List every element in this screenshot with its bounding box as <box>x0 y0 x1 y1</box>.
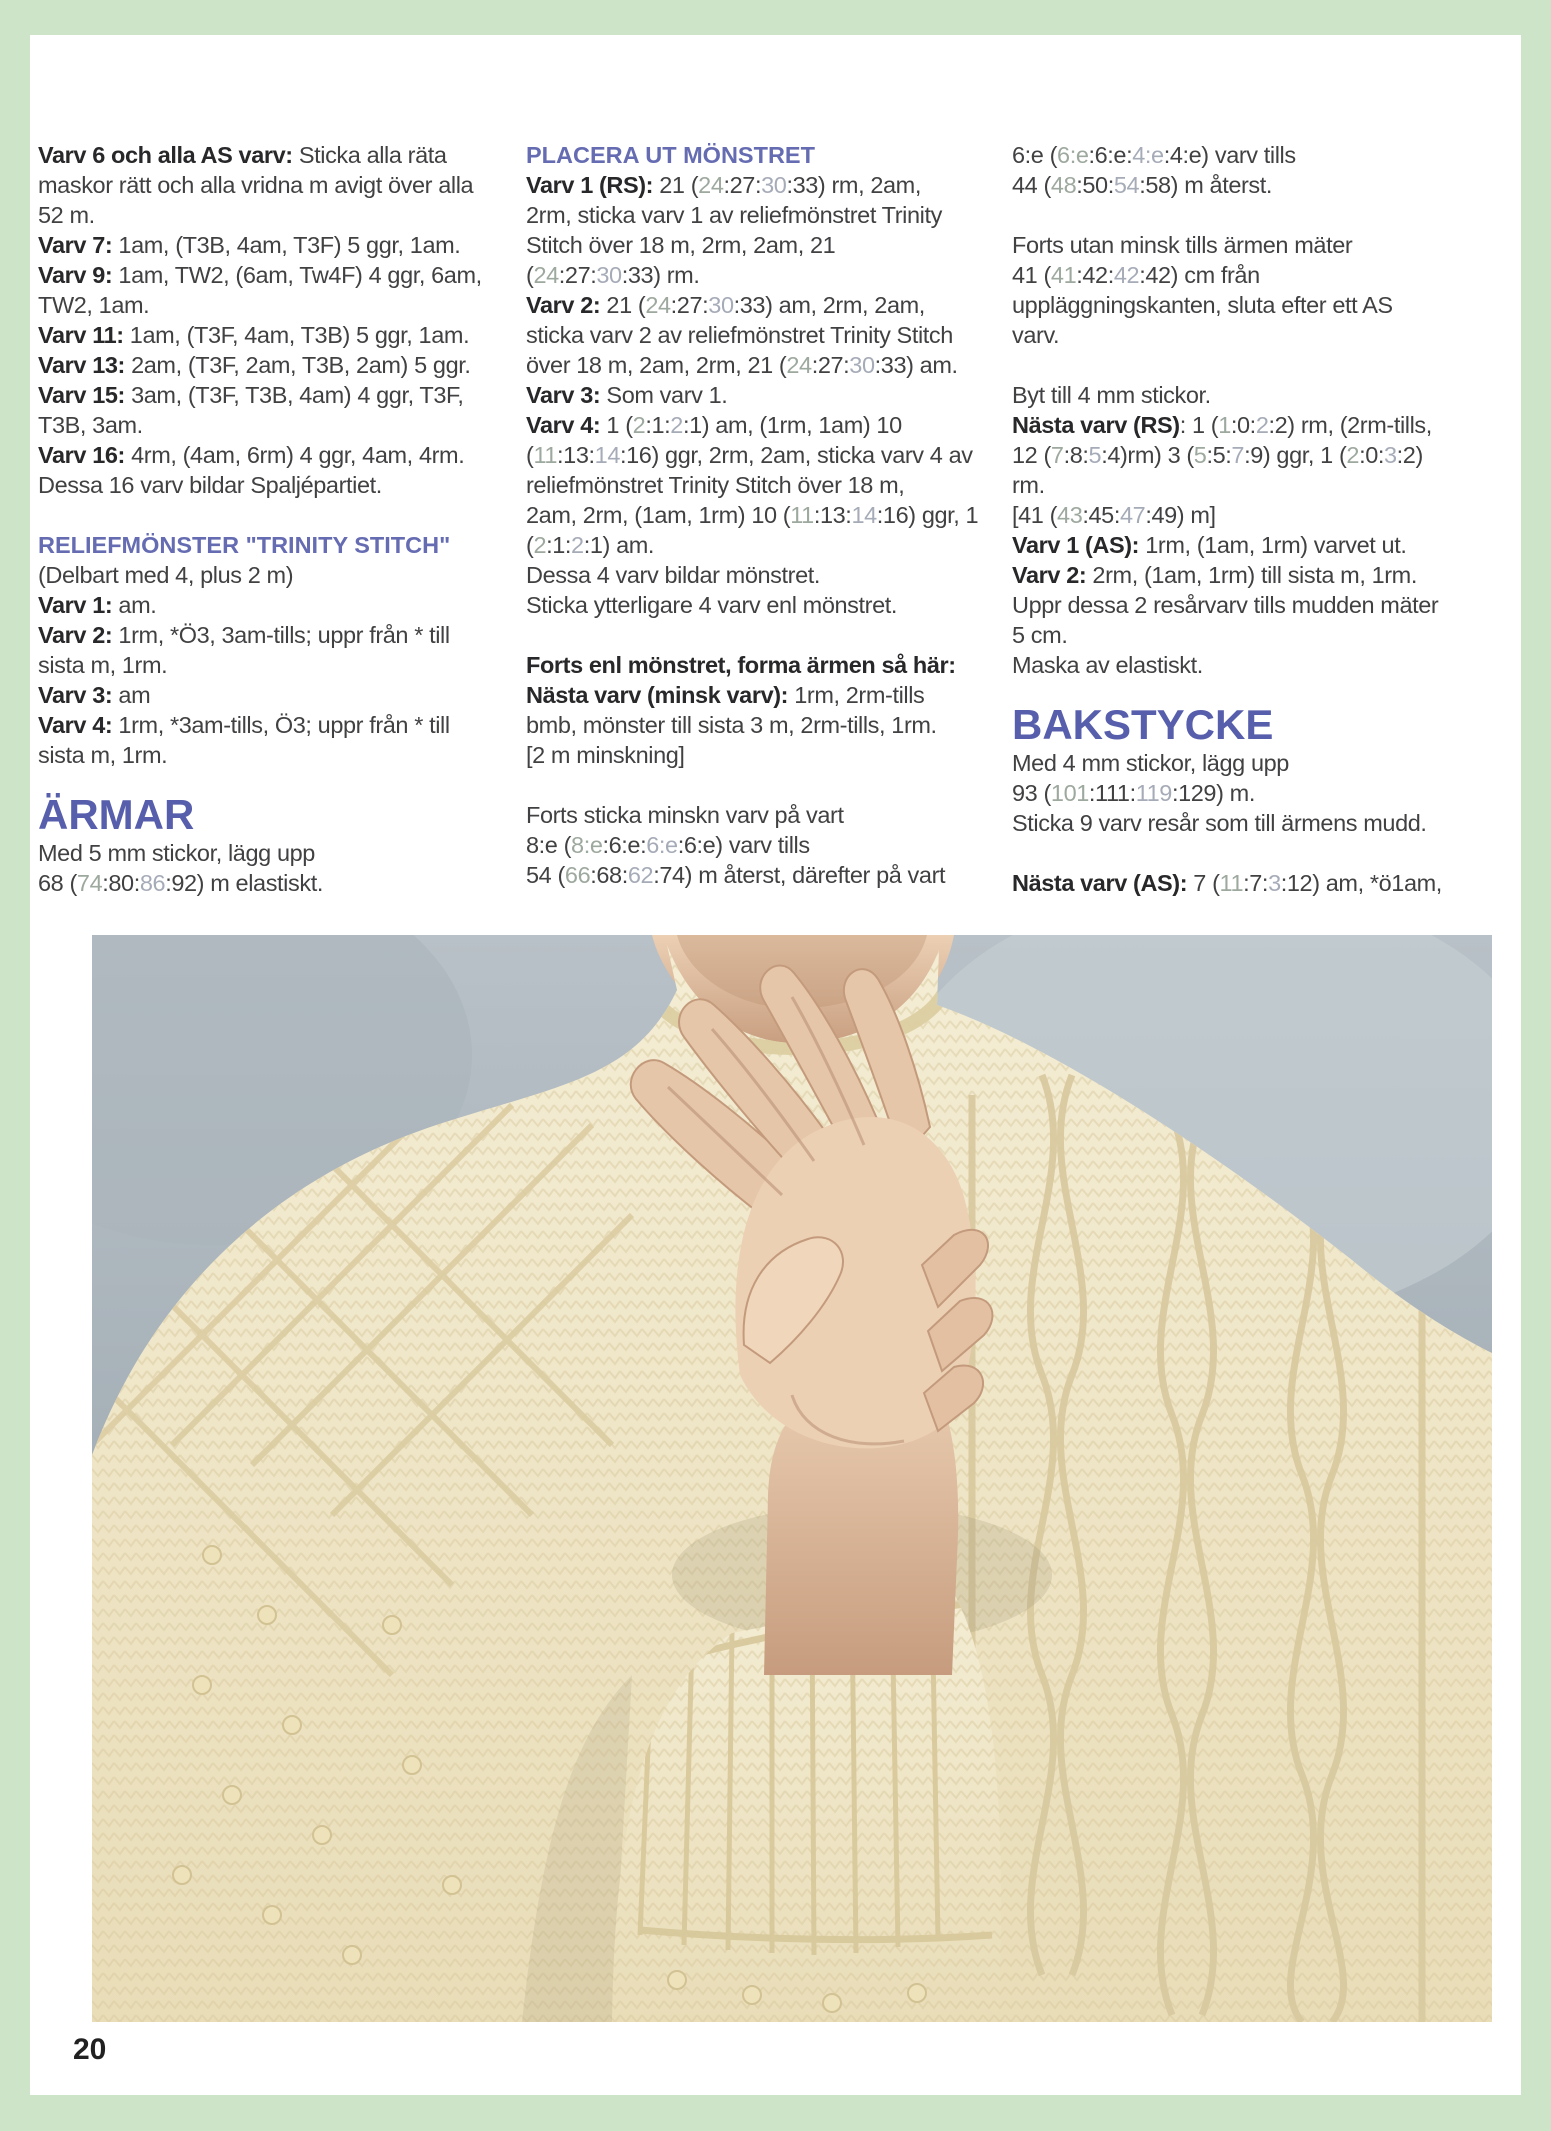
text-line: 8:e (8:e:6:e:6:e:6:e) varv tills <box>526 832 810 858</box>
text-line: 6:e (6:e:6:e:4:e:4:e) varv tills <box>1012 142 1296 168</box>
text-line: Forts utan minsk tills ärmen mäter <box>1012 232 1353 258</box>
text-line: Varv 16: 4rm, (4am, 6rm) 4 ggr, 4am, 4rm. <box>38 442 465 468</box>
spacer <box>1012 838 1464 868</box>
text-column-left <box>38 140 490 898</box>
text-line: (Delbart med 4, plus 2 m) <box>38 562 294 588</box>
text-line: Varv 15: 3am, (T3F, T3B, 4am) 4 ggr, T3F, <box>38 382 464 408</box>
text-line: Forts sticka minskn varv på vart <box>526 802 844 828</box>
text-line: Varv 9: 1am, TW2, (6am, Tw4F) 4 ggr, 6am, <box>38 262 482 288</box>
spacer <box>526 770 978 800</box>
text-line: Varv 1: am. <box>38 592 157 618</box>
text-line: Nästa varv (minsk varv): 1rm, 2rm-tills <box>526 682 925 708</box>
text-line: Uppr dessa 2 resårvarv tills mudden mäter <box>1012 592 1439 618</box>
page-number: 20 <box>73 2033 107 2066</box>
text-line: 2am, 2rm, (1am, 1rm) 10 (11:13:14:16) ggr, 1 <box>526 502 979 528</box>
spacer <box>1012 350 1464 380</box>
sweater-photo-illustration <box>92 935 1492 2022</box>
text-line: [2 m minskning] <box>526 742 685 768</box>
text-line: Varv 2: 1rm, *Ö3, 3am-tills; uppr från * till <box>38 622 450 648</box>
text-line: Dessa 16 varv bildar Spaljépartiet. <box>38 472 382 498</box>
text-line: Med 4 mm stickor, lägg upp <box>1012 750 1289 776</box>
text-line: 2rm, sticka varv 1 av reliefmönstret Trinity <box>526 202 942 228</box>
text-line: [41 (43:45:47:49) m] <box>1012 502 1216 528</box>
text-line: 5 cm. <box>1012 622 1068 648</box>
text-line: 52 m. <box>38 202 95 228</box>
section-heading: BAKSTYCKE <box>1012 701 1274 748</box>
text-line: Varv 11: 1am, (T3F, 4am, T3B) 5 ggr, 1am. <box>38 322 470 348</box>
text-line: Varv 1 (RS): 21 (24:27:30:33) rm, 2am, <box>526 172 921 198</box>
text-line: sticka varv 2 av reliefmönstret Trinity Stitch <box>526 322 953 348</box>
text-line: Stitch över 18 m, 2rm, 2am, 21 <box>526 232 836 258</box>
text-line: sista m, 1rm. <box>38 652 168 678</box>
spacer <box>1012 200 1464 230</box>
text-line: Sticka ytterligare 4 varv enl mönstret. <box>526 592 897 618</box>
text-line: uppläggningskanten, sluta efter ett AS <box>1012 292 1393 318</box>
text-line: Maska av elastiskt. <box>1012 652 1203 678</box>
text-line: 44 (48:50:54:58) m återst. <box>1012 172 1273 198</box>
text-column-middle <box>526 140 978 890</box>
section-heading: ÄRMAR <box>38 791 195 838</box>
text-line: 93 (101:111:119:129) m. <box>1012 780 1255 806</box>
text-line: (2:1:2:1) am. <box>526 532 655 558</box>
text-line: (11:13:14:16) ggr, 2rm, 2am, sticka varv 4 av <box>526 442 973 468</box>
text-line: Forts enl mönstret, forma ärmen så här: <box>526 652 956 678</box>
text-line: Med 5 mm stickor, lägg upp <box>38 840 315 866</box>
text-line: 68 (74:80:86:92) m elastiskt. <box>38 870 323 896</box>
text-line: varv. <box>1012 322 1060 348</box>
text-line: Varv 4: 1 (2:1:2:1) am, (1rm, 1am) 10 <box>526 412 902 438</box>
text-line: Byt till 4 mm stickor. <box>1012 382 1211 408</box>
text-line: Dessa 4 varv bildar mönstret. <box>526 562 821 588</box>
sub-heading: RELIEFMÖNSTER "TRINITY STITCH" <box>38 532 451 558</box>
spacer <box>526 620 978 650</box>
text-line: 12 (7:8:5:4)rm) 3 (5:5:7:9) ggr, 1 (2:0:3:2) <box>1012 442 1423 468</box>
text-line: reliefmönstret Trinity Stitch över 18 m, <box>526 472 905 498</box>
text-line: Sticka 9 varv resår som till ärmens mudd. <box>1012 810 1427 836</box>
text-line: T3B, 3am. <box>38 412 143 438</box>
text-line: över 18 m, 2am, 2rm, 21 (24:27:30:33) am. <box>526 352 958 378</box>
text-line: rm. <box>1012 472 1045 498</box>
text-line: 41 (41:42:42:42) cm från <box>1012 262 1260 288</box>
text-line: 54 (66:68:62:74) m återst, därefter på vart <box>526 862 946 888</box>
text-line: Varv 3: Som varv 1. <box>526 382 728 408</box>
text-line: Varv 2: 2rm, (1am, 1rm) till sista m, 1rm. <box>1012 562 1417 588</box>
text-line: sista m, 1rm. <box>38 742 168 768</box>
text-line: Nästa varv (AS): 7 (11:7:3:12) am, *ö1am, <box>1012 870 1442 896</box>
text-line: maskor rätt och alla vridna m avigt över alla <box>38 172 474 198</box>
text-line: bmb, mönster till sista 3 m, 2rm-tills, 1rm. <box>526 712 937 738</box>
spacer <box>38 500 490 530</box>
text-column-right <box>1012 140 1464 898</box>
text-line: Varv 6 och alla AS varv: Sticka alla räta <box>38 142 447 168</box>
text-line: (24:27:30:33) rm. <box>526 262 700 288</box>
sub-heading: PLACERA UT MÖNSTRET <box>526 142 815 168</box>
text-line: Varv 2: 21 (24:27:30:33) am, 2rm, 2am, <box>526 292 925 318</box>
text-line: Nästa varv (RS): 1 (1:0:2:2) rm, (2rm-tills, <box>1012 412 1432 438</box>
text-line: Varv 1 (AS): 1rm, (1am, 1rm) varvet ut. <box>1012 532 1407 558</box>
text-line: Varv 3: am <box>38 682 151 708</box>
text-line: Varv 4: 1rm, *3am-tills, Ö3; uppr från * till <box>38 712 450 738</box>
text-line: Varv 13: 2am, (T3F, 2am, T3B, 2am) 5 ggr. <box>38 352 471 378</box>
text-line: Varv 7: 1am, (T3B, 4am, T3F) 5 ggr, 1am. <box>38 232 461 258</box>
text-line: TW2, 1am. <box>38 292 150 318</box>
sweater-photo <box>92 935 1492 2022</box>
